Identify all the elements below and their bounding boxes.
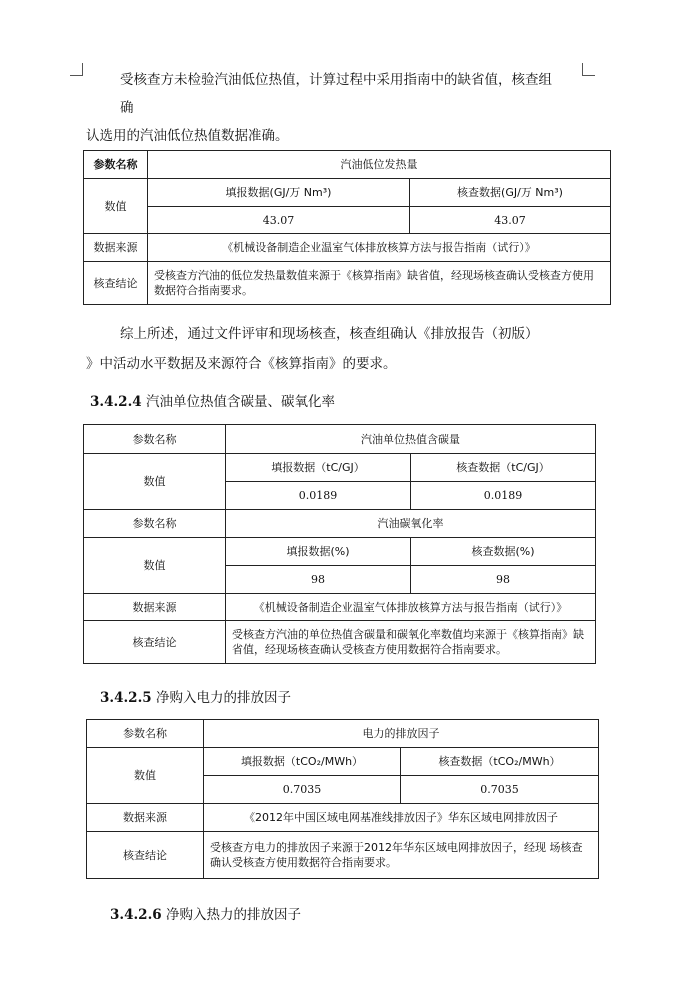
conclusion-text: 受核查方汽油的低位发热量数值来源于《核算指南》缺省值，经现场核查确认受核查方使用数据符合指南要求。 (148, 262, 611, 305)
section-number: 3.4.2.4 (90, 394, 142, 410)
reported-data-header: 填报数据(GJ/万 Nm³) (148, 179, 410, 207)
conclusion-label: 核查结论 (84, 621, 226, 664)
param-name-label: 参数名称 (87, 720, 204, 748)
reported-value: 0.7035 (204, 776, 401, 804)
margin-corner-mark (70, 63, 83, 76)
reported-data-header: 填报数据（tCO₂/MWh） (204, 748, 401, 776)
verified-data-header: 核查数据（tCO₂/MWh） (401, 748, 599, 776)
data-source-label: 数据来源 (84, 594, 226, 621)
value-label: 数值 (84, 538, 226, 594)
section-heading-3426 (110, 905, 301, 925)
data-source-label: 数据来源 (87, 804, 204, 832)
verified-value: 43.07 (410, 207, 611, 234)
verified-data-header: 核查数据(%) (411, 538, 596, 566)
intro-paragraph-line3: 认选用的汽油低位热值数据准确。 (86, 128, 289, 144)
value-label: 数值 (87, 748, 204, 804)
value-label: 数值 (84, 179, 148, 234)
param-name-label: 参数名称 (84, 425, 226, 454)
section-number: 3.4.2.6 (110, 907, 162, 923)
section-heading-3424 (90, 392, 335, 412)
summary-paragraph-line2: 》中活动水平数据及来源符合《核算指南》的要求。 (86, 356, 397, 372)
conclusion-text: 受核查方汽油的单位热值含碳量和碳氧化率数值均来源于《核算指南》缺省值，经现场核查确认受核查方使用数据符合指南要求。 (226, 621, 596, 664)
summary-paragraph-line1: 综上所述，通过文件评审和现场核查，核查组确认《排放报告（初版） (120, 326, 539, 342)
section-number: 3.4.2.5 (100, 690, 152, 706)
reported-value: 98 (226, 566, 411, 594)
conclusion-label: 核查结论 (84, 262, 148, 305)
verified-data-header: 核查数据（tC/GJ） (411, 454, 596, 482)
intro-paragraph-line1: 受核查方未检验汽油低位热值，计算过程中采用指南中的缺省值，核查组 (120, 72, 552, 88)
verified-data-header: 核查数据(GJ/万 Nm³) (410, 179, 611, 207)
section-title: 净购入电力的排放因子 (155, 690, 291, 706)
data-source-text: 《机械设备制造企业温室气体排放核算方法与报告指南（试行）》 (226, 594, 596, 621)
section-title: 汽油单位热值含碳量、碳氧化率 (145, 394, 335, 410)
margin-corner-mark (582, 63, 595, 76)
param-name-value: 汽油碳氧化率 (226, 510, 596, 538)
param-name-value: 汽油单位热值含碳量 (226, 425, 596, 454)
verified-value: 0.0189 (411, 482, 596, 510)
section-heading-3425 (100, 688, 291, 708)
intro-paragraph-line2: 确 (120, 100, 134, 116)
param-name-label: 参数名称 (84, 510, 226, 538)
reported-data-header: 填报数据（tC/GJ） (226, 454, 411, 482)
value-label: 数值 (84, 454, 226, 510)
conclusion-text: 受核查方电力的排放因子来源于2012年华东区域电网排放因子，经现 场核查确认受核查方使用数据符合指南要求。 (204, 832, 599, 879)
param-name-label: 参数名称 (84, 151, 148, 179)
reported-value: 43.07 (148, 207, 410, 234)
gasoline-heat-value-table (83, 150, 611, 305)
data-source-text: 《2012年中国区域电网基准线排放因子》华东区域电网排放因子 (204, 804, 599, 832)
electricity-emission-factor-table (86, 719, 599, 879)
reported-value: 0.0189 (226, 482, 411, 510)
section-title: 净购入热力的排放因子 (165, 907, 301, 923)
verified-value: 98 (411, 566, 596, 594)
param-name-value: 汽油低位发热量 (148, 151, 611, 179)
conclusion-label: 核查结论 (87, 832, 204, 879)
param-name-value: 电力的排放因子 (204, 720, 599, 748)
verified-value: 0.7035 (401, 776, 599, 804)
data-source-label: 数据来源 (84, 234, 148, 262)
carbon-content-oxidation-table (83, 424, 596, 664)
data-source-text: 《机械设备制造企业温室气体排放核算方法与报告指南（试行）》 (148, 234, 611, 262)
reported-data-header: 填报数据(%) (226, 538, 411, 566)
